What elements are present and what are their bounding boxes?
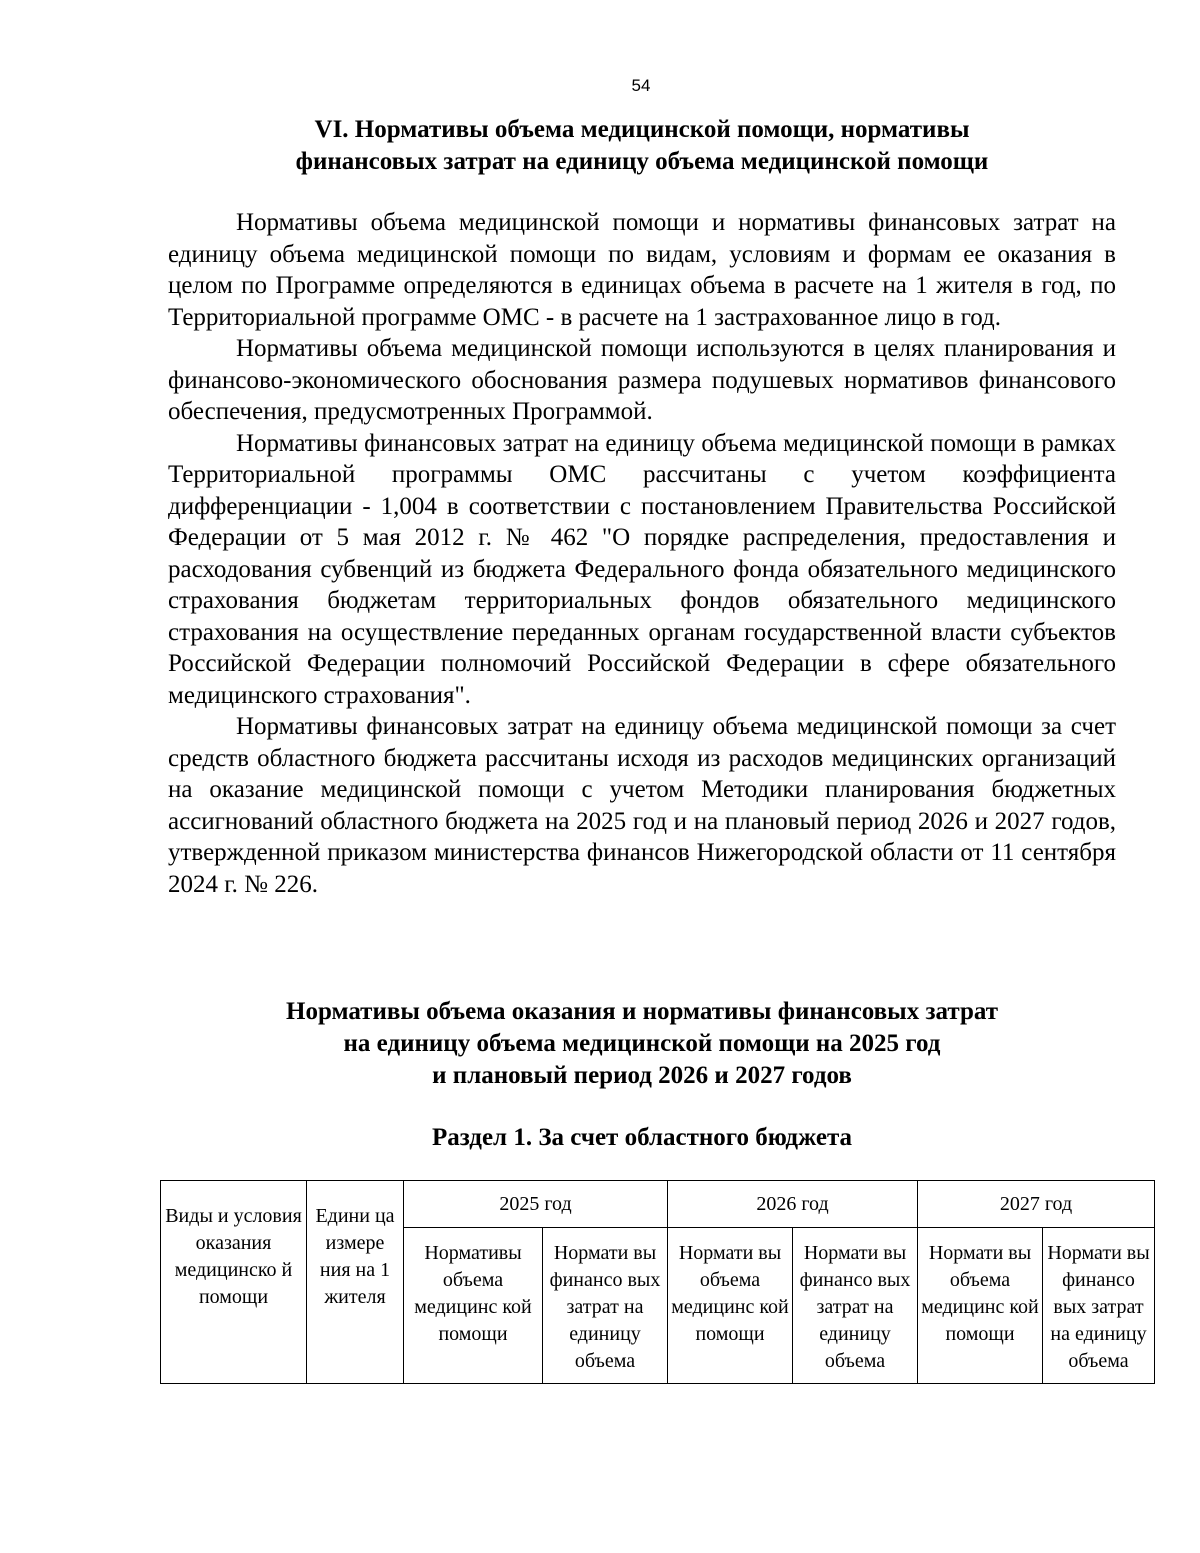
body-text [168,207,1116,900]
paragraph: Нормативы финансовых затрат на единицу объема медицинской помощи в рамках Территориальной программы ОМС рассчитаны с учетом коэффициента дифференциации - 1,004 в соответствии с постановлением Правительства Российской Федерации от 5 мая 2012 г. № 462 "О порядке распределения, предоставления и расходования субвенций из бюджета Федерального фонда обязательного медицинского страхования бюджетам территориальных фондов обязательного медицинского страхования на осуществление переданных органам государственной власти субъектов Российской Федерации полномочий Российской Федерации в сфере обязательного медицинского страхования". [168,429,1116,709]
header-2025-cost: Нормати вы финансо вых затрат на единицу объема [543,1228,668,1384]
header-2027-volume: Нормати вы объема медицинс кой помощи [918,1228,1043,1384]
page-number: 54 [631,76,651,95]
section-title-line-1: VI. Нормативы объема медицинской помощи, нормативы [314,116,970,143]
table-title-line-3: и плановый период 2026 и 2027 годов [432,1062,852,1089]
table-title [168,996,1116,1092]
header-2026-cost: Нормати вы финансо вых затрат на единицу объема [793,1228,918,1384]
table-title-line-1: Нормативы объема оказания и нормативы финансовых затрат [286,998,998,1025]
header-2025-volume: Нормативы объема медицинс кой помощи [404,1228,543,1384]
section-subtitle: Раздел 1. За счет областного бюджета [431,1124,853,1151]
header-year-2026: 2026 год [668,1181,918,1228]
header-care-type: Виды и условия оказания медицинско й помощи [161,1181,307,1384]
table-title-line-2: на единицу объема медицинской помощи на 2025 год [343,1030,941,1057]
header-2026-volume: Нормати вы объема медицинс кой помощи [668,1228,793,1384]
paragraph: Нормативы объема медицинской помощи используются в целях планирования и финансово-экономического обоснования размера подушевых нормативов финансового обеспечения, предусмотренных Программой. [168,335,1116,425]
section-title-line-2: финансовых затрат на единицу объема медицинской помощи [295,148,989,175]
paragraph: Нормативы финансовых затрат на единицу объема медицинской помощи за счет средств областного бюджета рассчитаны исходя из расходов медицинских организаций на оказание медицинской помощи с учетом Методики планирования бюджетных ассигнований областного бюджета на 2025 год и на плановый период 2026 и 2027 годов, утвержденной приказом министерства финансов Нижегородской области от 11 сентября 2024 г. № 226. [168,713,1116,898]
table-header-row [161,1181,1155,1228]
section-title [168,114,1116,178]
paragraph: Нормативы объема медицинской помощи и нормативы финансовых затрат на единицу объема медицинской помощи по видам, условиям и формам ее оказания в целом по Программе определяются в единицах объема в расчете на 1 жителя в год, по Территориальной программе ОМС - в расчете на 1 застрахованное лицо в год. [168,209,1116,331]
header-2027-cost: Нормати вы финансо вых затрат на единицу объема [1043,1228,1155,1384]
header-year-2027: 2027 год [918,1181,1155,1228]
header-year-2025: 2025 год [404,1181,668,1228]
norms-table [160,1180,1155,1384]
header-unit: Едини ца измере ния на 1 жителя [307,1181,404,1384]
